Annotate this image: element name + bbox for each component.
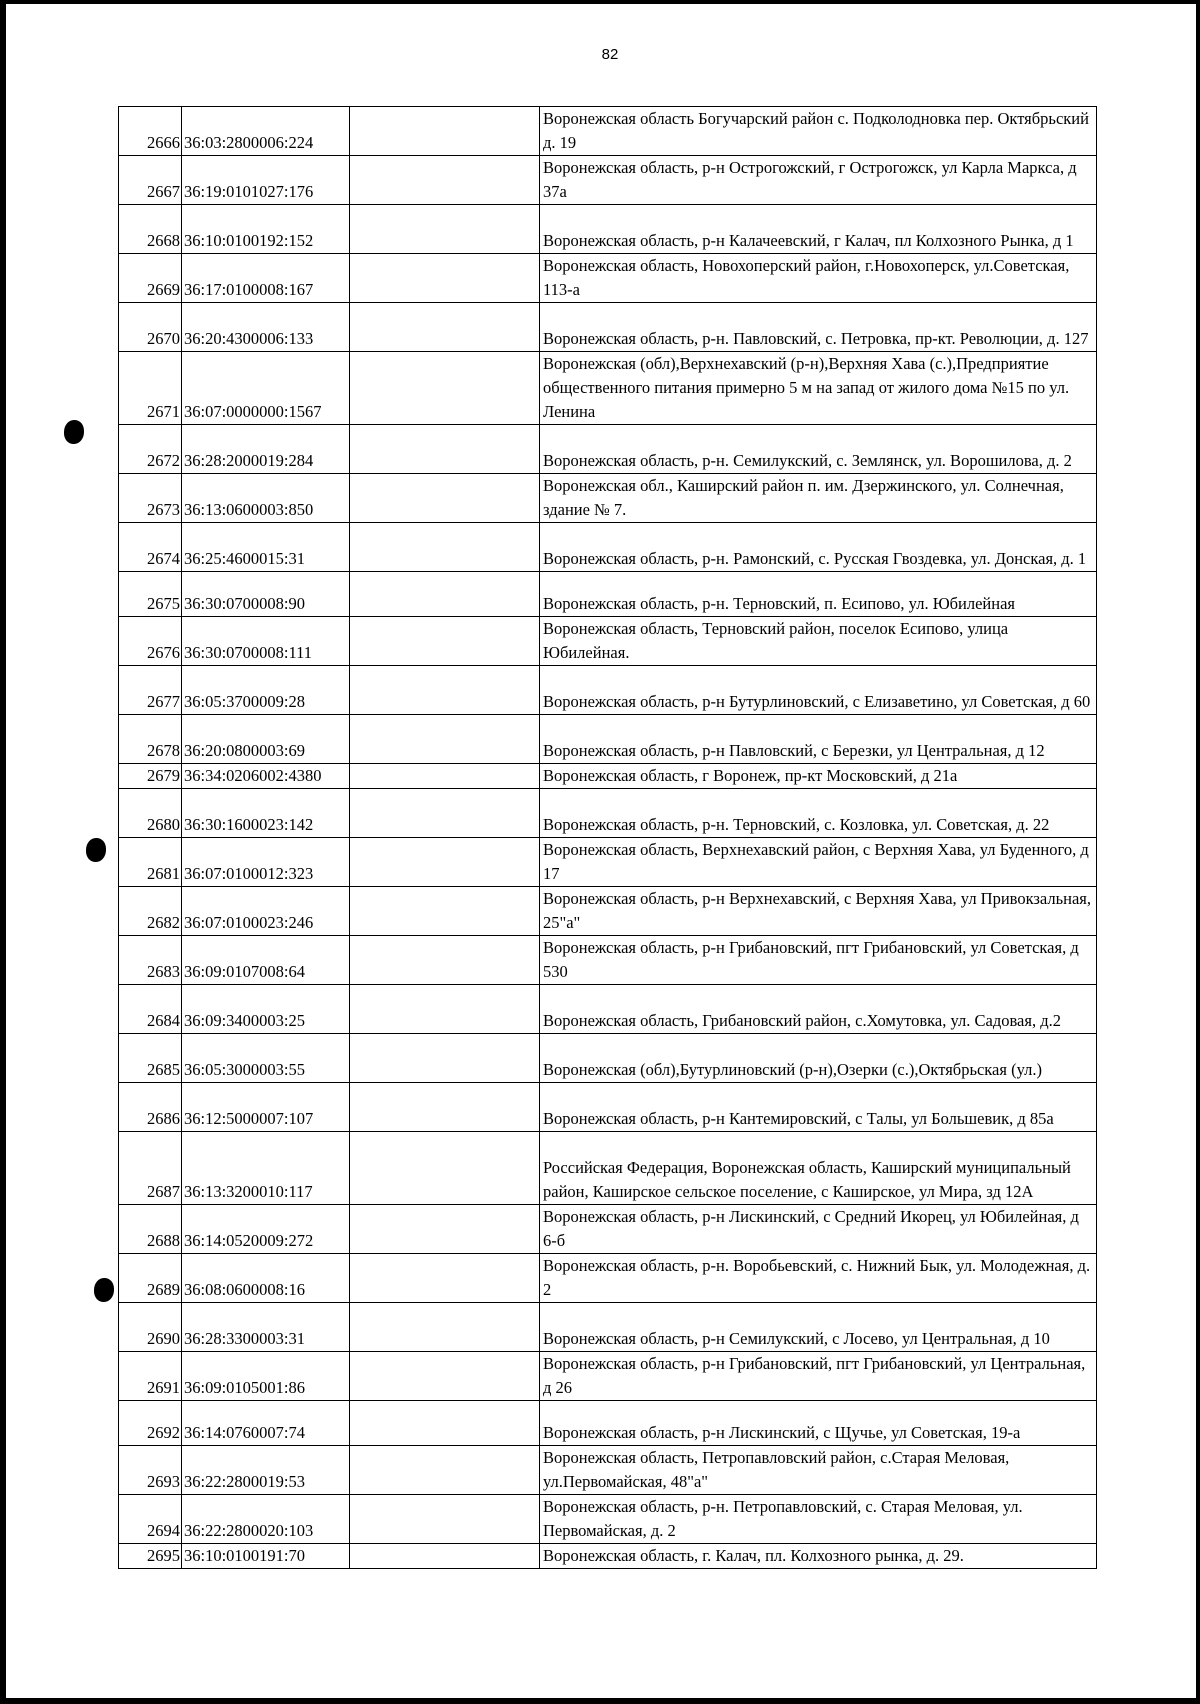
table-row: [119, 572, 1097, 617]
empty-cell: [350, 936, 540, 985]
row-number: 2694: [119, 1495, 182, 1544]
row-number: 2666: [119, 107, 182, 156]
cadastral-number: 36:07:0100012:323: [182, 838, 350, 887]
empty-cell: [350, 254, 540, 303]
table-row: [119, 474, 1097, 523]
row-number: 2683: [119, 936, 182, 985]
cadastral-number: 36:07:0000000:1567: [182, 352, 350, 425]
table-row: [119, 1495, 1097, 1544]
cadastral-number: 36:14:0520009:272: [182, 1205, 350, 1254]
row-number: 2673: [119, 474, 182, 523]
address: Воронежская область, р-н. Воробьевский, с. Нижний Бык, ул. Молодежная, д. 2: [540, 1254, 1097, 1303]
cadastral-number: 36:17:0100008:167: [182, 254, 350, 303]
empty-cell: [350, 715, 540, 764]
cadastral-number: 36:34:0206002:4380: [182, 764, 350, 789]
empty-cell: [350, 572, 540, 617]
address: Воронежская (обл),Бутурлиновский (р-н),Озерки (с.),Октябрьская (ул.): [540, 1034, 1097, 1083]
row-number: 2674: [119, 523, 182, 572]
cadastral-number: 36:30:0700008:111: [182, 617, 350, 666]
address: Воронежская область, р-н. Семилукский, с. Землянск, ул. Ворошилова, д. 2: [540, 425, 1097, 474]
empty-cell: [350, 1303, 540, 1352]
empty-cell: [350, 107, 540, 156]
table-row: [119, 838, 1097, 887]
row-number: 2681: [119, 838, 182, 887]
empty-cell: [350, 1254, 540, 1303]
table-row: [119, 1544, 1097, 1569]
empty-cell: [350, 1401, 540, 1446]
table-row: [119, 1083, 1097, 1132]
cadastral-number: 36:28:3300003:31: [182, 1303, 350, 1352]
address: Воронежская область, р-н Семилукский, с Лосево, ул Центральная, д 10: [540, 1303, 1097, 1352]
property-register-table: [118, 106, 1097, 1569]
cadastral-number: 36:09:3400003:25: [182, 985, 350, 1034]
table-row: [119, 107, 1097, 156]
address: Воронежская область, р-н Верхнехавский, с Верхняя Хава, ул Привокзальная, 25"а": [540, 887, 1097, 936]
address: Воронежская область, Новохоперский район, г.Новохоперск, ул.Советская, 113-а: [540, 254, 1097, 303]
cadastral-number: 36:12:5000007:107: [182, 1083, 350, 1132]
table-row: [119, 666, 1097, 715]
address: Воронежская область, р-н Лискинский, с Средний Икорец, ул Юбилейная, д 6-б: [540, 1205, 1097, 1254]
row-number: 2685: [119, 1034, 182, 1083]
row-number: 2679: [119, 764, 182, 789]
table-row: [119, 764, 1097, 789]
empty-cell: [350, 523, 540, 572]
row-number: 2684: [119, 985, 182, 1034]
row-number: 2670: [119, 303, 182, 352]
address: Воронежская область, р-н. Петропавловский, с. Старая Меловая, ул. Первомайская, д. 2: [540, 1495, 1097, 1544]
table-row: [119, 1132, 1097, 1205]
row-number: 2682: [119, 887, 182, 936]
table-row: [119, 715, 1097, 764]
table-row: [119, 1446, 1097, 1495]
cadastral-number: 36:10:0100191:70: [182, 1544, 350, 1569]
cadastral-number: 36:03:2800006:224: [182, 107, 350, 156]
table-row: [119, 887, 1097, 936]
empty-cell: [350, 205, 540, 254]
page-number: 82: [601, 46, 619, 63]
table-row: [119, 617, 1097, 666]
table-row: [119, 1034, 1097, 1083]
cadastral-number: 36:10:0100192:152: [182, 205, 350, 254]
table-row: [119, 1401, 1097, 1446]
empty-cell: [350, 887, 540, 936]
table-row: [119, 205, 1097, 254]
row-number: 2672: [119, 425, 182, 474]
binder-hole-mark: [94, 1278, 114, 1302]
table-row: [119, 523, 1097, 572]
address: Воронежская область, г Воронеж, пр-кт Московский, д 21а: [540, 764, 1097, 789]
row-number: 2690: [119, 1303, 182, 1352]
row-number: 2686: [119, 1083, 182, 1132]
address: Воронежская область, Петропавловский район, с.Старая Меловая, ул.Первомайская, 48"а": [540, 1446, 1097, 1495]
row-number: 2680: [119, 789, 182, 838]
empty-cell: [350, 425, 540, 474]
cadastral-number: 36:19:0101027:176: [182, 156, 350, 205]
empty-cell: [350, 789, 540, 838]
address: Воронежская область, Терновский район, поселок Есипово, улица Юбилейная.: [540, 617, 1097, 666]
row-number: 2692: [119, 1401, 182, 1446]
table-row: [119, 1303, 1097, 1352]
table-row: [119, 789, 1097, 838]
empty-cell: [350, 1132, 540, 1205]
row-number: 2677: [119, 666, 182, 715]
cadastral-number: 36:28:2000019:284: [182, 425, 350, 474]
binder-hole-mark: [64, 420, 84, 444]
table-row: [119, 156, 1097, 205]
address: Российская Федерация, Воронежская область, Каширский муниципальный район, Каширское сельское поселение, с Каширское, ул Мира, зд 12А: [540, 1132, 1097, 1205]
address: Воронежская область, р-н. Терновский, с. Козловка, ул. Советская, д. 22: [540, 789, 1097, 838]
cadastral-number: 36:09:0107008:64: [182, 936, 350, 985]
cadastral-number: 36:22:2800020:103: [182, 1495, 350, 1544]
row-number: 2667: [119, 156, 182, 205]
cadastral-number: 36:30:0700008:90: [182, 572, 350, 617]
row-number: 2669: [119, 254, 182, 303]
row-number: 2668: [119, 205, 182, 254]
empty-cell: [350, 156, 540, 205]
address: Воронежская область, г. Калач, пл. Колхозного рынка, д. 29.: [540, 1544, 1097, 1569]
empty-cell: [350, 303, 540, 352]
table-row: [119, 985, 1097, 1034]
row-number: 2675: [119, 572, 182, 617]
table-row: [119, 254, 1097, 303]
table-row: [119, 425, 1097, 474]
cadastral-number: 36:13:0600003:850: [182, 474, 350, 523]
table-row: [119, 1254, 1097, 1303]
row-number: 2695: [119, 1544, 182, 1569]
empty-cell: [350, 838, 540, 887]
table-row: [119, 936, 1097, 985]
empty-cell: [350, 617, 540, 666]
row-number: 2691: [119, 1352, 182, 1401]
cadastral-number: 36:08:0600008:16: [182, 1254, 350, 1303]
table-row: [119, 1205, 1097, 1254]
address: Воронежская область, Верхнехавский район, с Верхняя Хава, ул Буденного, д 17: [540, 838, 1097, 887]
table-row: [119, 303, 1097, 352]
empty-cell: [350, 1352, 540, 1401]
empty-cell: [350, 1544, 540, 1569]
binder-hole-mark: [86, 838, 106, 862]
address: Воронежская область, Грибановский район, с.Хомутовка, ул. Садовая, д.2: [540, 985, 1097, 1034]
cadastral-number: 36:20:0800003:69: [182, 715, 350, 764]
cadastral-number: 36:05:3000003:55: [182, 1034, 350, 1083]
empty-cell: [350, 352, 540, 425]
address: Воронежская область, р-н Павловский, с Березки, ул Центральная, д 12: [540, 715, 1097, 764]
table-row: [119, 1352, 1097, 1401]
address: Воронежская область, р-н Лискинский, с Щучье, ул Советская, 19-а: [540, 1401, 1097, 1446]
address: Воронежская область Богучарский район с. Подколодновка пер. Октябрьский д. 19: [540, 107, 1097, 156]
empty-cell: [350, 666, 540, 715]
cadastral-number: 36:30:1600023:142: [182, 789, 350, 838]
row-number: 2688: [119, 1205, 182, 1254]
row-number: 2678: [119, 715, 182, 764]
empty-cell: [350, 1083, 540, 1132]
address: Воронежская область, р-н Бутурлиновский, с Елизаветино, ул Советская, д 60: [540, 666, 1097, 715]
row-number: 2687: [119, 1132, 182, 1205]
empty-cell: [350, 1446, 540, 1495]
cadastral-number: 36:25:4600015:31: [182, 523, 350, 572]
empty-cell: [350, 1205, 540, 1254]
address: Воронежская область, р-н. Павловский, с. Петровка, пр-кт. Революции, д. 127: [540, 303, 1097, 352]
address: Воронежская обл., Каширский район п. им. Дзержинского, ул. Солнечная, здание № 7.: [540, 474, 1097, 523]
empty-cell: [350, 764, 540, 789]
address: Воронежская область, р-н Острогожский, г Острогожск, ул Карла Маркса, д 37а: [540, 156, 1097, 205]
cadastral-number: 36:07:0100023:246: [182, 887, 350, 936]
table-row: [119, 352, 1097, 425]
address: Воронежская область, р-н Калачеевский, г Калач, пл Колхозного Рынка, д 1: [540, 205, 1097, 254]
address: Воронежская (обл),Верхнехавский (р-н),Верхняя Хава (с.),Предприятие общественного питания примерно 5 м на запад от жилого дома №15 по ул. Ленина: [540, 352, 1097, 425]
address: Воронежская область, р-н Кантемировский, с Талы, ул Большевик, д 85а: [540, 1083, 1097, 1132]
address: Воронежская область, р-н. Рамонский, с. Русская Гвоздевка, ул. Донская, д. 1: [540, 523, 1097, 572]
cadastral-number: 36:22:2800019:53: [182, 1446, 350, 1495]
cadastral-number: 36:14:0760007:74: [182, 1401, 350, 1446]
empty-cell: [350, 474, 540, 523]
row-number: 2689: [119, 1254, 182, 1303]
empty-cell: [350, 1495, 540, 1544]
register-body: [119, 107, 1097, 1569]
empty-cell: [350, 1034, 540, 1083]
address: Воронежская область, р-н Грибановский, пгт Грибановский, ул Центральная, д 26: [540, 1352, 1097, 1401]
address: Воронежская область, р-н. Терновский, п. Есипово, ул. Юбилейная: [540, 572, 1097, 617]
row-number: 2676: [119, 617, 182, 666]
row-number: 2671: [119, 352, 182, 425]
row-number: 2693: [119, 1446, 182, 1495]
cadastral-number: 36:09:0105001:86: [182, 1352, 350, 1401]
empty-cell: [350, 985, 540, 1034]
address: Воронежская область, р-н Грибановский, пгт Грибановский, ул Советская, д 530: [540, 936, 1097, 985]
cadastral-number: 36:13:3200010:117: [182, 1132, 350, 1205]
cadastral-number: 36:20:4300006:133: [182, 303, 350, 352]
cadastral-number: 36:05:3700009:28: [182, 666, 350, 715]
